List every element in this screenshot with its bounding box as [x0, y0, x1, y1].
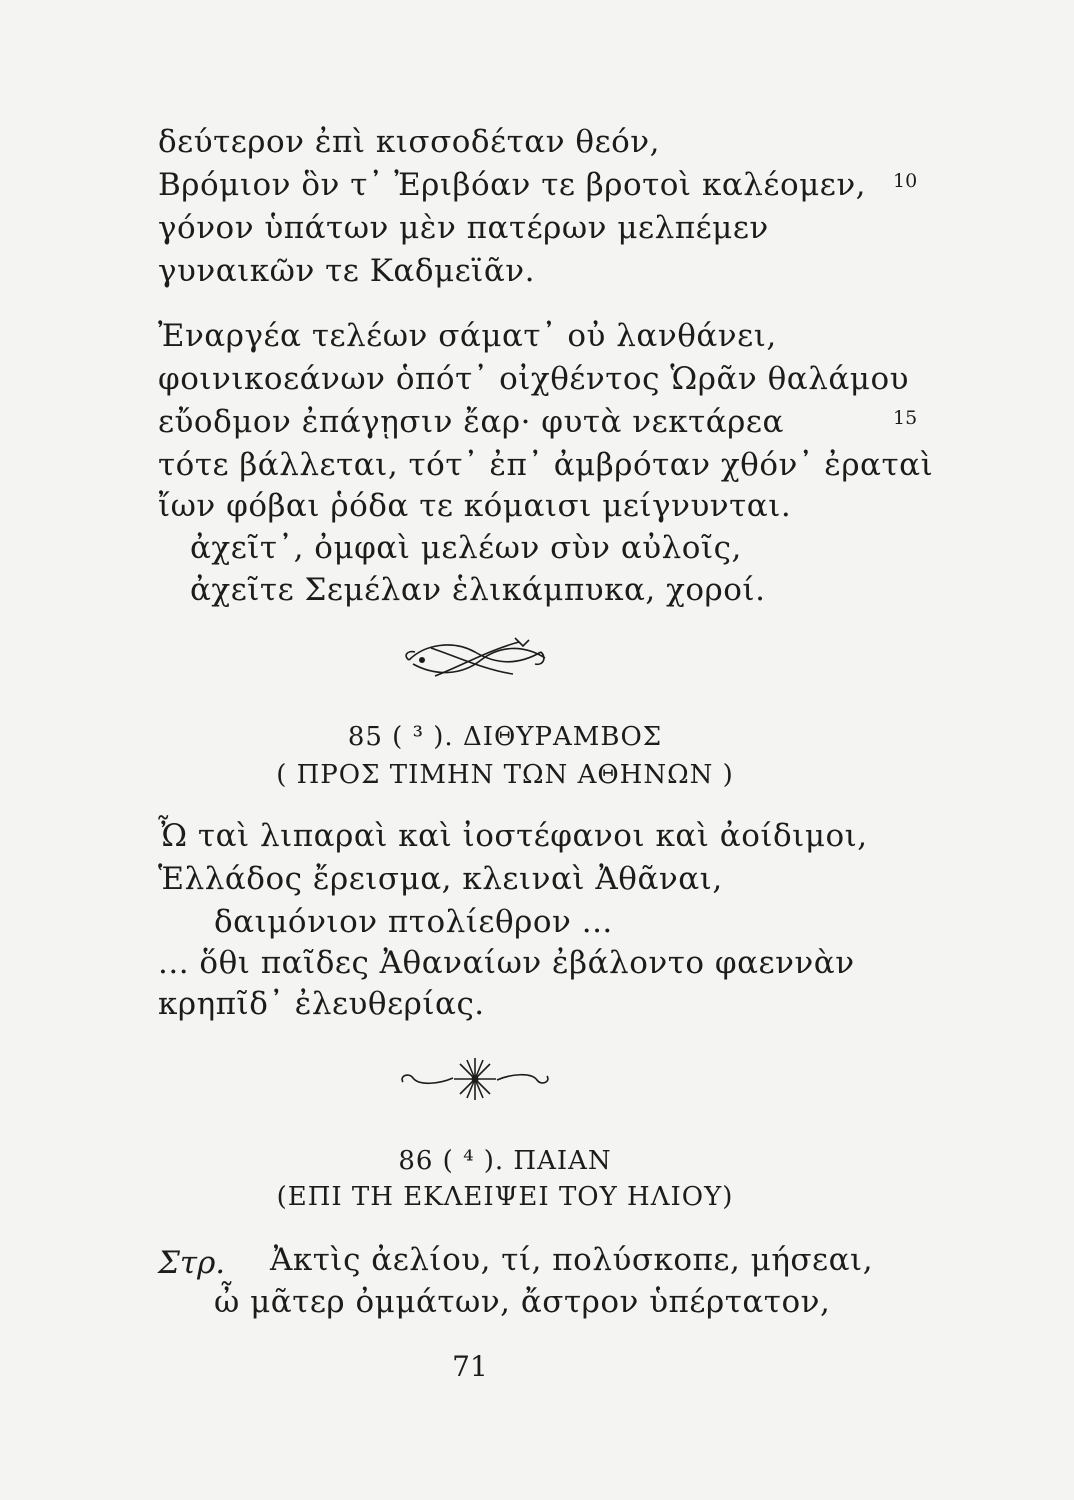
verse-line: δαιμόνιον πτολίεθρον ...: [214, 904, 613, 940]
poem-subtitle: ( ΠΡΟΣ ΤΙΜΗΝ ΤΩΝ ΑΘΗΝΩΝ ): [276, 760, 734, 790]
verse-line: τότε βάλλεται, τότ᾽ ἐπ᾽ ἀμβρόταν χθόν᾽ ἐραταὶ: [158, 447, 934, 483]
page-number: 71: [452, 1350, 488, 1383]
verse-line: κρηπῖδ᾽ ἐλευθερίας.: [158, 986, 485, 1022]
verse-line: εὔοδμον ἐπάγῃσιν ἔαρ· φυτὰ νεκτάρεα: [158, 404, 784, 440]
line-number: 10: [893, 170, 918, 192]
line-number: 15: [893, 407, 918, 429]
poem-title: 86 ( ⁴ ). ΠΑΙΑΝ: [398, 1146, 612, 1176]
verse-line: Ὦ ταὶ λιπαραὶ καὶ ἰοστέφανοι καὶ ἀοίδιμοι,: [158, 818, 868, 854]
verse-line: ὦ μᾶτερ ὀμμάτων, ἄστρον ὑπέρτατον,: [214, 1284, 831, 1320]
verse-line: Ἑλλάδος ἔρεισμα, κλειναὶ Ἀθᾶναι,: [158, 861, 723, 897]
verse-line: Ἀκτὶς ἀελίου, τί, πολύσκοπε, μήσεαι,: [270, 1242, 874, 1278]
verse-line: δεύτερον ἐπὶ κισσοδέταν θεόν,: [158, 124, 660, 160]
star-ornament-icon: [395, 1052, 555, 1106]
verse-line: γυναικῶν τε Καδμεϊᾶν.: [158, 253, 535, 289]
verse-line: ἴων φόβαι ῥόδα τε κόμαισι μείγνυνται.: [158, 488, 792, 524]
strophe-label: Στρ.: [158, 1245, 226, 1281]
verse-line: Βρόμιον ὃν τ᾽ Ἐριβόαν τε βροτοὶ καλέομεν,: [158, 167, 867, 203]
verse-line: ἀχεῖτ᾽, ὀμφαὶ μελέων σὺν αὐλοῖς,: [190, 530, 742, 566]
poem-title: 85 ( ³ ). ΔΙΘΥΡΑΜΒΟΣ: [347, 722, 663, 752]
verse-line: φοινικοεάνων ὁπότ᾽ οἰχθέντος Ὡρᾶν θαλάμου: [158, 361, 909, 397]
verse-line: ... ὅθι παῖδες Ἀθαναίων ἐβάλοντο φαεννὰν: [158, 945, 855, 981]
verse-line: ἀχεῖτε Σεμέλαν ἑλικάμπυκα, χοροί.: [190, 572, 766, 608]
flourish-ornament-icon: [395, 630, 555, 686]
verse-line: γόνον ὑπάτων μὲν πατέρων μελπέμεν: [158, 210, 769, 246]
poem-subtitle: (ΕΠΙ ΤΗ ΕΚΛΕΙΨΕΙ ΤΟΥ ΗΛΙΟΥ): [276, 1182, 734, 1212]
verse-line: Ἐναργέα τελέων σάματ᾽ οὐ λανθάνει,: [158, 318, 777, 354]
